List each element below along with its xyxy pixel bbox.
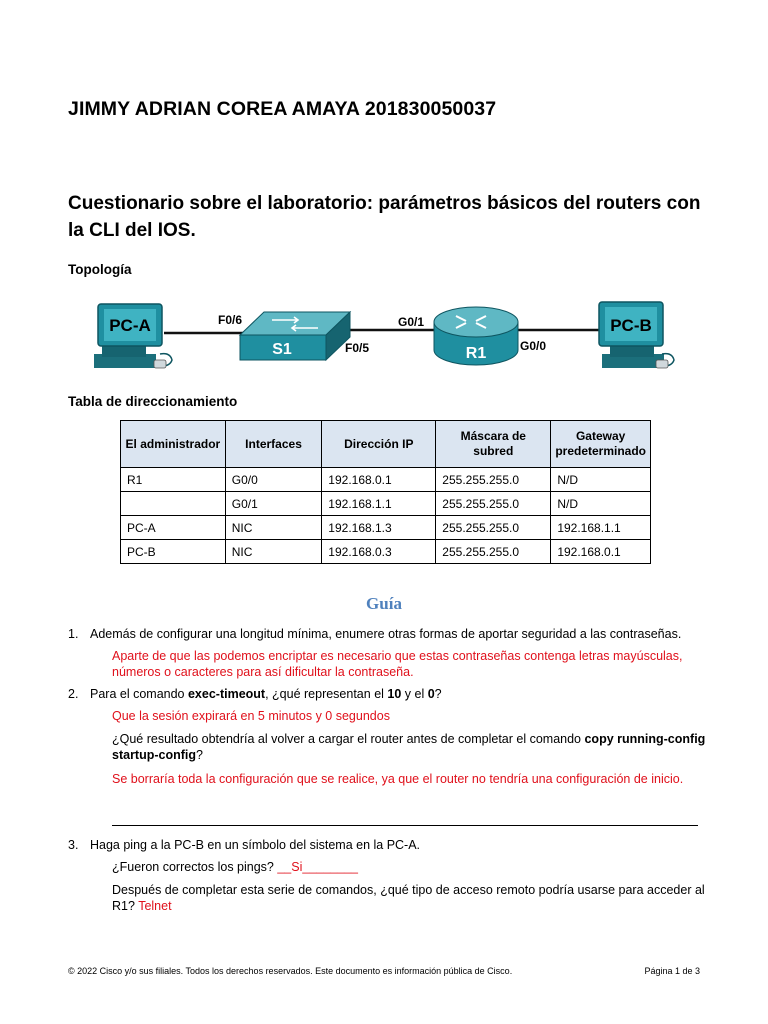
router-r1-icon (434, 307, 518, 365)
topology-heading: Topología (68, 262, 132, 277)
table-cell: 255.255.255.0 (436, 516, 551, 540)
table-cell: 192.168.0.1 (551, 540, 651, 564)
router-r1-label: R1 (465, 345, 487, 362)
table-header-cell: Máscara de subred (436, 421, 551, 468)
addressing-table (120, 420, 651, 564)
guide-heading: Guía (366, 594, 402, 613)
pc-b-icon (599, 302, 674, 368)
port-label-f0-5: F0/5 (345, 341, 370, 355)
question-1: Además de configurar una longitud mínima, enumere otras formas de aportar seguridad a las contraseñas. (90, 627, 682, 641)
table-cell: N/D (551, 468, 651, 492)
port-label-g0-1: G0/1 (398, 315, 425, 329)
question-2: Para el comando exec-timeout, ¿qué representan el 10 y el 0? (90, 687, 442, 701)
table-cell: 192.168.1.1 (322, 492, 436, 516)
table-header-cell: El administrador (121, 421, 226, 468)
table-cell: 255.255.255.0 (436, 468, 551, 492)
question-3: Haga ping a la PC-B en un símbolo del sistema en la PC-A. (90, 838, 421, 852)
table-cell: 255.255.255.0 (436, 540, 551, 564)
table-row (121, 468, 651, 492)
footer-page-number: Página 1 de 3 (644, 966, 700, 976)
port-label-g0-0: G0/0 (520, 339, 547, 353)
pc-a-icon (94, 304, 172, 368)
table-cell: 192.168.0.3 (322, 540, 436, 564)
question-2b: ¿Qué resultado obtendría al volver a cargar el router antes de completar el comando copy running-config startup-config? (112, 732, 706, 762)
document-title: Cuestionario sobre el laboratorio: parámetros básicos del routers con la CLI del IOS. (68, 193, 701, 241)
question-number: 2. (68, 687, 79, 701)
switch-s1-label: S1 (272, 341, 292, 358)
pc-b-label: PC-B (610, 316, 652, 335)
answer-1: Aparte de que las podemos encriptar es necesario que estas contraseñas contenga letras mayúsculas, números o caracteres para así dificultar la contraseña. (112, 649, 683, 679)
answer-3a: __Si________ (277, 860, 358, 874)
answer-line (112, 825, 698, 826)
table-cell (121, 492, 226, 516)
question-number: 3. (68, 838, 79, 852)
footer-copyright: © 2022 Cisco y/o sus filiales. Todos los derechos reservados. Este documento es información pública de Cisco. (68, 966, 513, 976)
table-cell: 255.255.255.0 (436, 492, 551, 516)
table-row (121, 492, 651, 516)
table-cell: NIC (225, 516, 322, 540)
question-number: 1. (68, 627, 79, 641)
table-header-cell: Gateway predeterminado (551, 421, 651, 468)
switch-s1-icon (240, 312, 350, 360)
table-cell: R1 (121, 468, 226, 492)
port-label-f0-6: F0/6 (218, 313, 243, 327)
table-row (121, 540, 651, 564)
answer-2b: Se borraría toda la configuración que se realice, ya que el router no tendría una configuración de inicio. (112, 772, 684, 786)
table-header-cell: Dirección IP (322, 421, 436, 468)
table-cell: 192.168.1.3 (322, 516, 436, 540)
answer-2: Que la sesión expirará en 5 minutos y 0 segundos (112, 709, 390, 723)
pc-a-label: PC-A (109, 316, 151, 335)
table-header-cell: Interfaces (225, 421, 322, 468)
table-cell: PC-B (121, 540, 226, 564)
table-cell: N/D (551, 492, 651, 516)
question-3a: ¿Fueron correctos los pings? __Si________ (112, 860, 358, 874)
question-3b: Después de completar esta serie de comandos, ¿qué tipo de acceso remoto podría usarse para acceder al R1? Telnet (112, 883, 705, 913)
author-name: JIMMY ADRIAN COREA AMAYA 201830050037 (68, 98, 497, 120)
topology-diagram (94, 290, 694, 380)
table-cell: G0/0 (225, 468, 322, 492)
table-cell: NIC (225, 540, 322, 564)
addressing-heading: Tabla de direccionamiento (68, 394, 238, 409)
table-cell: G0/1 (225, 492, 322, 516)
answer-3b: Telnet (138, 899, 172, 913)
table-cell: 192.168.0.1 (322, 468, 436, 492)
table-row (121, 516, 651, 540)
table-cell: 192.168.1.1 (551, 516, 651, 540)
table-cell: PC-A (121, 516, 226, 540)
